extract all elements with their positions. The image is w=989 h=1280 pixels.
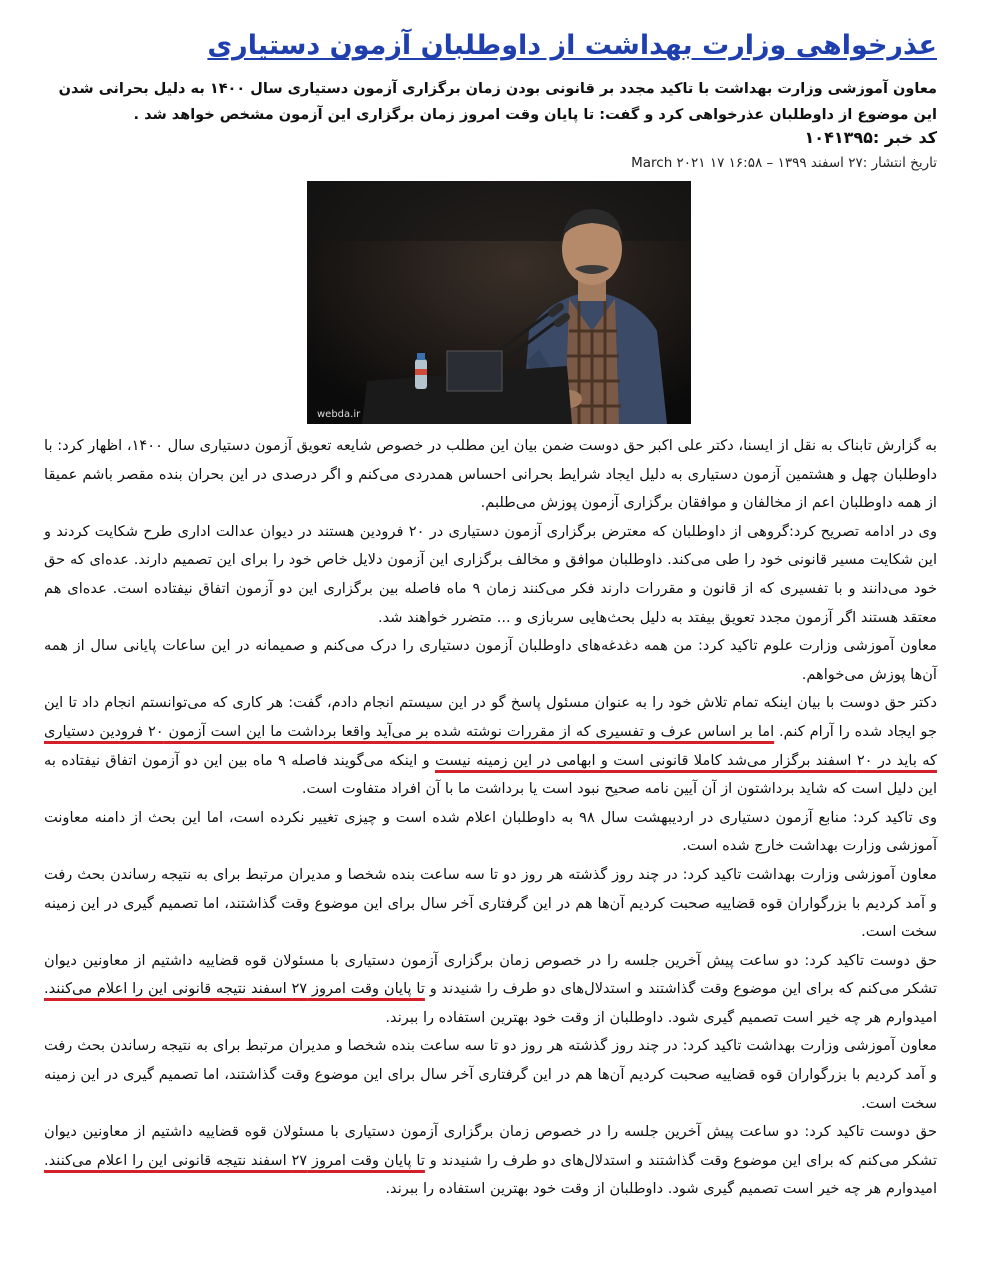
article-paragraph: معاون آموزشی وزارت بهداشت تاکید کرد: در چند روز گذشته هر روز دو تا سه ساعت بنده شخصا و مدیران مرتبط برای به نتیجه رساندن بحث رفت و آمد کردیم با بزرگواران قوه قضاییه صحبت کردیم آن‌ها هم در این گرفتاری آخر سال برای این موضوع وقت گذاشتند، اما تصمیم گیری در این زمینه سخت است. <box>44 865 937 941</box>
article-paragraph: وی در ادامه تصریح کرد:گروهی از داوطلبان که معترض برگزاری آزمون دستیاری در ۲۰ فرودین هستند در دیوان عدالت اداری طرح شکایت کردند و این شکایت مسیر قانونی خود را طی می‌کند. داوطلبان موافق و مخالف برگزاری این آزمون دلایل خاص خود را برای این تصمیم دارند. عده‌ای که حق خود می‌دانند و با تفسیری که از قانون و مقررات دارند فکر می‌کنند زمان ۹ ماه فاصله بین برگزاری این دو آزمون اتفاق نیفتاده است. عده‌ای هم معتقد هستند اگر آزمون مجدد تعویق بیفتد به دلیل بحث‌هایی سربازی و ... متضرر خواهند شد. <box>44 522 937 626</box>
speaker-photo <box>307 181 691 424</box>
article-paragraph: به گزارش تابناک به نقل از ایسنا، دکتر علی اکبر حق دوست ضمن بیان این مطلب در خصوص شایعه تعویق آزمون دستیاری سال ۱۴۰۰، اظهار کرد: با داوطلبان چهل و هشتمین آزمون دستیاری به دلیل ایجاد شرایط بحرانی احساس همدردی می‌کنم و اگر درصدی در این بحران بنده مقصر باشم عمیقا از همه داوطلبان اعم از مخالفان و موافقان برگزاری آزمون پوزش می‌طلبم. <box>44 437 937 512</box>
article-paragraph <box>44 947 937 1033</box>
article-paragraph <box>44 689 937 803</box>
speaker-photo-illustration <box>307 181 691 424</box>
photo-watermark: webda.ir <box>317 409 361 420</box>
article-paragraph <box>44 1118 937 1204</box>
article-paragraph: معاون آموزشی وزارت علوم تاکید کرد: من همه دغدغه‌های داوطلبان آزمون دستیاری را درک می‌کنم و صمیمانه در این ساعات پایانی سال از همه آن‌ها پوزش می‌خواهم. <box>44 637 937 683</box>
paragraph-text: و اینکه می‌گویند فاصله ۹ ماه بین این دو آزمون اتفاق نیفتاده به این دلیل است که شاید برداشتون از آن آیین نامه صحیح نبود است یا برداشت ما با آن افراد متفاوت است. <box>44 751 937 798</box>
paragraph-text: حق دوست تاکید کرد: دو ساعت پیش آخرین جلسه را در خصوص زمان برگزاری آزمون دستیاری با مسئولان قوه قضاییه داشتیم از معاونین دیوان تشکر می‌کنم که برای این موضوع وقت گذاشتند و استدلال‌های دو طرف را شنیدند و <box>44 1123 937 1169</box>
paragraph-text: امیدوارم هر چه خیر است تصمیم گیری شود. داوطلبان از وقت خود بهترین استفاده را ببرند. <box>385 1008 937 1026</box>
highlighted-text: تا پایان وقت امروز ۲۷ اسفند نتیجه قانونی این را اعلام می‌کنند. <box>44 980 425 998</box>
article-paragraph: وی تاکید کرد: منابع آزمون دستیاری در اردیبهشت سال ۹۸ به داوطلبان اعلام شده است و چیزی تغییر نکرده است، اما این بحث از دامنه معاونت آموزشی وزارت بهداشت خارج شده است. <box>44 808 937 855</box>
publish-date: تاریخ انتشار :۲۷ اسفند ۱۳۹۹ – ۱۶:۵۸ ۱۷ March ۲۰۲۱ <box>631 155 937 171</box>
article-title[interactable]: عذرخواهی وزارت بهداشت از داوطلبان آزمون دستیاری <box>207 30 937 61</box>
article-paragraph: معاون آموزشی وزارت بهداشت تاکید کرد: در چند روز گذشته هر روز دو تا سه ساعت بنده شخصا و مدیران مرتبط برای به نتیجه رساندن بحث رفت و آمد کردیم با بزرگواران قوه قضاییه صحبت کردیم آن‌ها هم در این گرفتاری آخر سال برای این موضوع وقت گذاشتند، اما تصمیم گیری در این زمینه سخت است. <box>44 1037 937 1112</box>
article-body <box>44 432 937 1204</box>
paragraph-text: دکتر حق دوست با بیان اینکه تمام تلاش خود را به عنوان مسئول پاسخ گو در این سیستم انجام دادم، گفت: هر کاری که می‌توانستم انجام داد تا این جو ایجاد شده را آرام کنم. <box>44 694 937 740</box>
paragraph-text: امیدوارم هر چه خیر است تصمیم گیری شود. داوطلبان از وقت خود بهترین استفاده را ببرند. <box>385 1180 937 1198</box>
article-lead: معاون آموزشی وزارت بهداشت با تاکید مجدد بر قانونی بودن زمان برگزاری آزمون دستیاری سال ۱۴۰۰ به دلیل بحرانی شدن این موضوع از داوطلبان عذرخواهی کرد و گفت: تا پایان وقت امروز زمان برگزاری این آزمون مشخص خواهد شد . <box>58 81 937 123</box>
highlighted-text: اما بر اساس عرف و تفسیری که از مقررات نوشته شده بر می‌آید واقعا برداشت ما این است آزمون ۲۰ فرودین دستیاری که باید در ۲۰ اسفند برگزار می‌شد کاملا قانونی است و ابهامی در این زمینه نیست <box>44 722 938 769</box>
highlighted-text: تا پایان وقت امروز ۲۷ اسفند نتیجه قانونی این را اعلام می‌کنند. <box>44 1151 425 1169</box>
paragraph-text: حق دوست تاکید کرد: دو ساعت پیش آخرین جلسه را در خصوص زمان برگزاری آزمون دستیاری با مسئولان قوه قضاییه داشتیم از معاونین دیوان تشکر می‌کنم که برای این موضوع وقت گذاشتند و استدلال‌های دو طرف را شنیدند و <box>44 951 937 998</box>
news-code: کد خبر :۱۰۴۱۳۹۵ <box>804 128 937 147</box>
